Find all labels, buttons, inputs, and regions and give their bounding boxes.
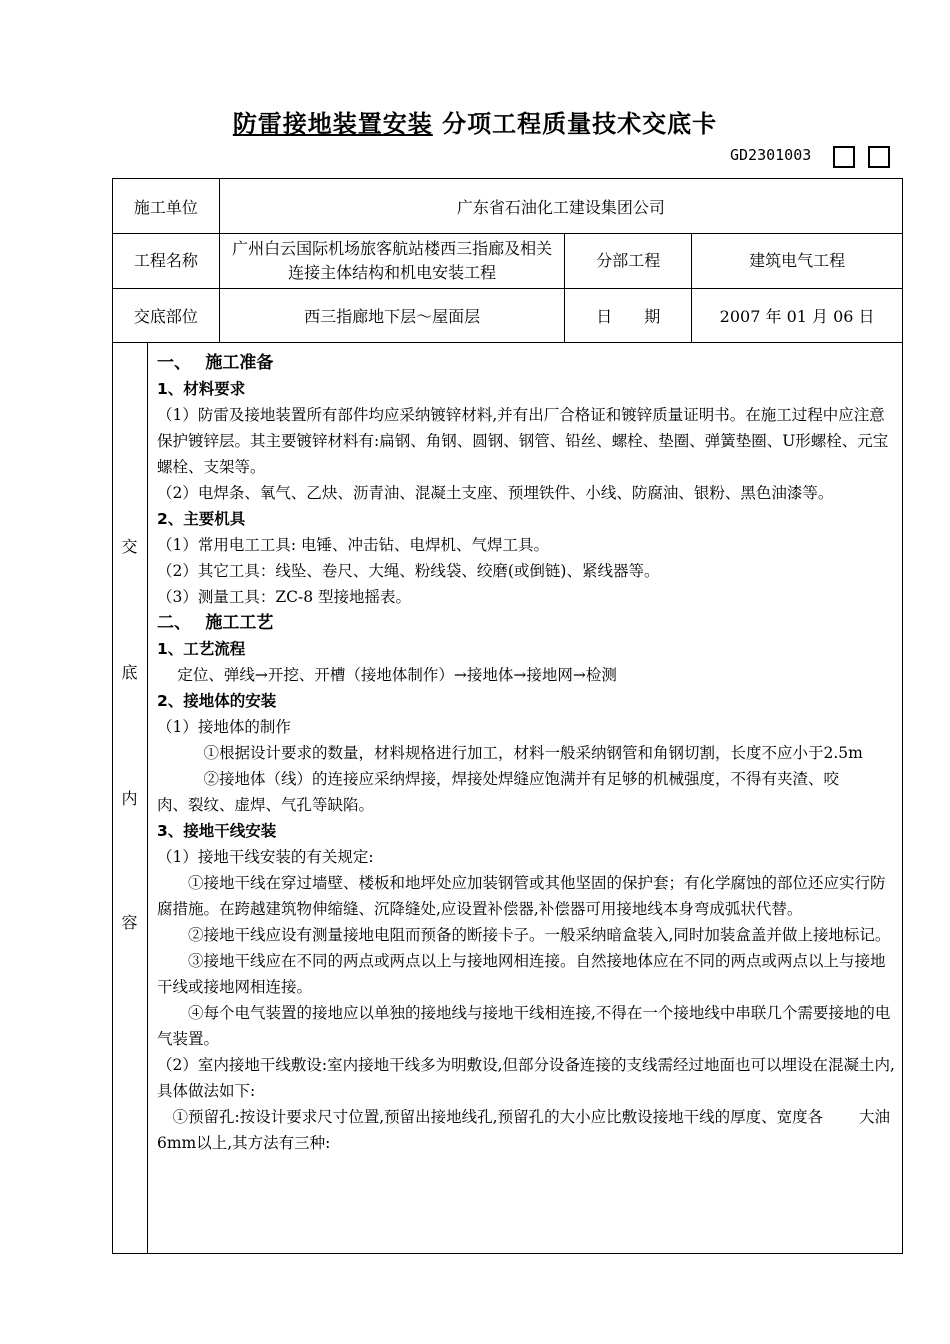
unit-label: 施工单位 [113, 179, 220, 234]
side-char: 底 [121, 663, 138, 682]
content-paragraph: （2）电焊条、氧气、乙炔、沥青油、混凝土支座、预埋铁件、小线、防腐油、银粉、黑色油漆等。 [157, 484, 834, 502]
side-label [113, 342, 148, 1253]
division-value: 建筑电气工程 [692, 234, 903, 289]
checkbox-2[interactable] [868, 146, 890, 168]
content-paragraph: （1）接地干线安装的有关规定: [157, 848, 374, 866]
content-paragraph: ②接地干线应设有测量接地电阻而预备的断接卡子。一般采纳暗盒装入,同时加装盒盖并做上接地标记。 [157, 926, 891, 944]
date-label: 日 期 [565, 289, 692, 343]
content-body [157, 350, 906, 1156]
content-heading: 二、 施工工艺 [157, 613, 274, 633]
side-char: 内 [121, 789, 138, 808]
content-paragraph: ②接地体（线）的连接应采纳焊接，焊接处焊缝应饱满并有足够的机械强度，不得有夹渣、咬 肉、裂纹、虚焊、气孔等缺陷。 [157, 770, 906, 814]
side-char: 交 [121, 537, 138, 556]
side-char: 容 [121, 913, 138, 932]
content-paragraph: （2）其它工具：线坠、卷尺、大绳、粉线袋、绞磨(或倒链)、紧线器等。 [157, 562, 660, 580]
content-paragraph: ①根据设计要求的数量，材料规格进行加工，材料一般采纳钢管和角钢切割，长度不应小于2.5m [157, 744, 863, 762]
content-paragraph: （2）室内接地干线敷设:室内接地干线多为明敷设,但部分设备连接的支线需经过地面也可以埋设在混凝土内,具体做法如下: [157, 1056, 895, 1100]
content-heading: 1、材料要求 [157, 380, 246, 398]
title-rest: 分项工程质量技术交底卡 [442, 109, 718, 138]
content-heading: 1、工艺流程 [157, 640, 246, 658]
content-paragraph: ①预留孔:按设计要求尺寸位置,预留出接地线孔,预留孔的大小应比敷设接地干线的厚度、宽度各 大油6mm以上,其方法有三种: [157, 1108, 891, 1152]
project-value: 广州白云国际机场旅客航站楼西三指廊及相关连接主体结构和机电安装工程 [219, 234, 564, 289]
division-label: 分部工程 [565, 234, 692, 289]
title-underlined: 防雷接地装置安装 [232, 109, 433, 138]
content-heading: 3、接地干线安装 [157, 822, 277, 840]
content-heading: 2、主要机具 [157, 510, 246, 528]
content-paragraph: （1）防雷及接地装置所有部件均应采纳镀锌材料,并有出厂合格证和镀锌质量证明书。在施工过程中应注意保护镀锌层。其主要镀锌材料有:扁钢、角钢、圆钢、钢管、铅丝、螺栓、垫圈、弹簧垫圈、U形螺栓、元宝螺栓、支架等。 [157, 406, 889, 476]
document-title [0, 104, 950, 139]
content-paragraph: ④每个电气装置的接地应以单独的接地线与接地干线相连接,不得在一个接地线中串联几个需要接地的电气装置。 [157, 1004, 891, 1048]
content-paragraph: （3）测量工具：ZC-8 型接地摇表。 [157, 588, 412, 606]
header-table [112, 178, 903, 343]
document-code: GD2301003 [730, 146, 812, 164]
unit-value: 广东省石油化工建设集团公司 [219, 179, 902, 234]
content-heading: 一、 施工准备 [157, 353, 274, 373]
content-paragraph: （1）常用电工工具: 电锤、冲击钻、电焊机、气焊工具。 [157, 536, 550, 554]
location-label: 交底部位 [113, 289, 220, 343]
content-heading: 2、接地体的安装 [157, 692, 277, 710]
date-value: 2007 年 01 月 06 日 [692, 289, 903, 343]
project-label: 工程名称 [113, 234, 220, 289]
content-paragraph: ①接地干线在穿过墙壁、楼板和地坪处应加装钢管或其他坚固的保护套；有化学腐蚀的部位还应实行防腐措施。在跨越建筑物伸缩缝、沉降缝处,应设置补偿器,补偿器可用接地线本身弯成弧状代替。 [157, 874, 886, 918]
location-value: 西三指廊地下层～屋面层 [219, 289, 564, 343]
content-paragraph: ③接地干线应在不同的两点或两点以上与接地网相连接。自然接地体应在不同的两点或两点以上与接地干线或接地网相连接。 [157, 952, 886, 996]
content-section [112, 342, 906, 1254]
content-paragraph: （1）接地体的制作 [157, 718, 291, 736]
content-paragraph: 定位、弹线→开挖、开槽（接地体制作）→接地体→接地网→检测 [157, 666, 617, 684]
checkbox-1[interactable] [833, 146, 855, 168]
